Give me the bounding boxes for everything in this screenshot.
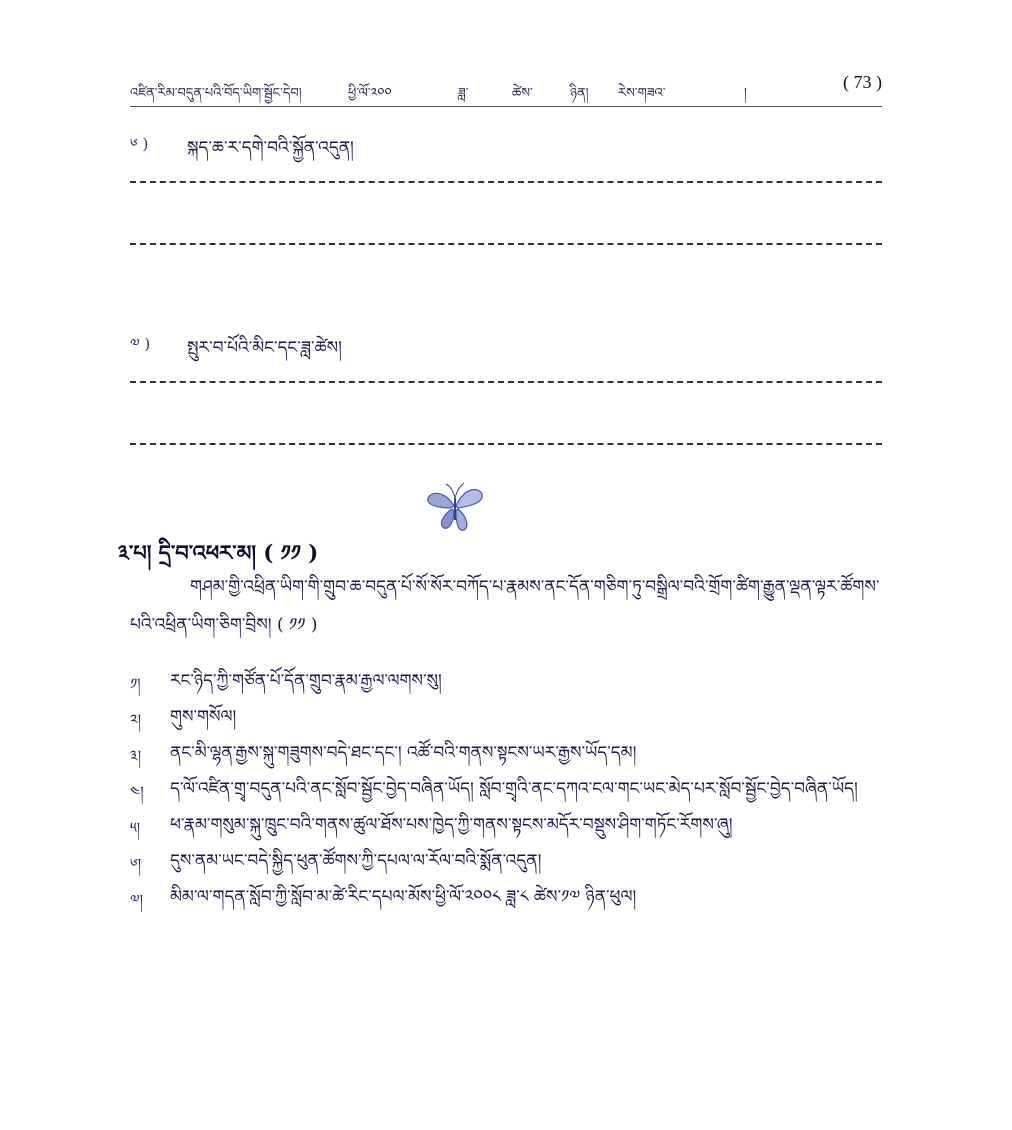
list-item — [130, 880, 882, 914]
answer-line[interactable] — [130, 181, 882, 183]
list-item-text: མིམ་ལ་གདན་སློབ་ཀྱི་སློབ་མ་ཚེ་རིང་དཔལ་མོས་ཕྱི་ལོ་༢༠༠༨ ཟླ་༨ ཚེས་༡༧ ཉིན་ཕུལ། — [170, 887, 637, 907]
list-item — [130, 808, 882, 842]
list-item-text: རང་ཉིད་ཀྱི་གཙོན་པོ་དོན་གྲུབ་རྣམ་རྒྱལ་ལགས་སུ། — [170, 671, 442, 691]
list-item-number: ༣། — [130, 747, 142, 765]
question-text: སྐད་ཆ་ར་དགེ་བའི་སྐྱོན་འདུན། — [187, 138, 354, 158]
list-item-number: ༧། — [130, 891, 143, 909]
answer-line[interactable] — [130, 381, 882, 383]
day-field-label: ཉིན། — [570, 86, 589, 101]
list-item — [130, 772, 882, 806]
date-field-label: ཚེས་ — [512, 86, 533, 101]
list-item — [130, 664, 882, 698]
question-text: སྤུར་བ་པོའི་མིང་དང་ཟླ་ཚེས། — [187, 338, 342, 358]
question-number: ༧ ) — [130, 335, 151, 353]
letter-points-list — [130, 664, 882, 916]
weekday-field-label: རེས་གཟའ་ — [618, 86, 666, 101]
butterfly-icon — [424, 478, 486, 534]
list-item — [130, 700, 882, 734]
list-item-text: ནང་མི་ལྷན་རྒྱས་སྐུ་གཟུགས་བདེ་ཐང་དང་། འཚོ་བའི་གནས་སྟངས་ཡར་རྒྱས་ཡོད་དམ། — [170, 743, 637, 763]
page-number: ( 73 ) — [843, 72, 882, 92]
list-item-number: ༥། — [130, 819, 141, 837]
book-title: འཛིན་རིམ་བདུན་པའི་བོད་ཡིག་སྦྱོང་དེབ། — [130, 86, 302, 101]
list-item-number: ༤། — [130, 783, 144, 801]
section-heading: ༣་པ། དྲི་བ་འཕར་མ། ( ༡༡ ) — [118, 540, 319, 565]
year-field-label: ཕྱི་ལོ་༢༠༠ — [348, 86, 392, 101]
list-item-number: ༡། — [130, 675, 141, 693]
list-item — [130, 844, 882, 878]
list-item-number: ༢། — [130, 711, 142, 729]
list-item-text: དུས་ནམ་ཡང་བདེ་སྐྱིད་ཕུན་ཚོགས་ཀྱི་དཔལ་ལ་རོལ་བའི་སྨོན་འདུན། — [170, 851, 542, 871]
list-item-text: གུས་གསོལ། — [170, 707, 237, 727]
question-number: ༦ ) — [130, 135, 149, 153]
list-item-number: ༦། — [130, 855, 142, 873]
answer-line[interactable] — [130, 443, 882, 445]
list-item-text: ད་ལོ་འཛིན་གྲྭ་བདུན་པའི་ནང་སློབ་སྦྱོང་བྱེད་བཞིན་ཡོད། སློབ་གྲྭའི་ནང་དཀའ་ངལ་གང་ཡང་མེད་པར་སློབ་སྦྱོང་བྱེད་བཞིན་ཡོད། — [170, 779, 858, 799]
list-item-text: ཕ་རྣམ་གསུམ་སྐུ་ཁྲུང་བའི་གནས་ཚུལ་ཐོས་པས་ཁྱེད་ཀྱི་གནས་སྟངས་མདོར་བསྡུས་ཤིག་གཏོང་རོགས་ཞུ། — [170, 815, 733, 835]
page-header — [130, 72, 882, 107]
answer-line[interactable] — [130, 243, 882, 245]
month-field-label: ཟླ་ — [458, 86, 469, 101]
header-separator: ། — [744, 86, 747, 101]
list-item — [130, 736, 882, 770]
section-instructions: གཤམ་གྱི་འཕྲིན་ཡིག་གི་གྲུབ་ཆ་བདུན་པོ་སོ་སོར་བཀོད་པ་རྣམས་ནང་དོན་གཅིག་ཏུ་བསྒྲིལ་བའི་གྲོག་ཚིག་རྒྱུན་ལྡན་ལྟར་ཚོགས་པའི་འཕྲིན་ཡིག་ཅིག་བྲིས། ( ༡༡ ) — [130, 577, 880, 635]
